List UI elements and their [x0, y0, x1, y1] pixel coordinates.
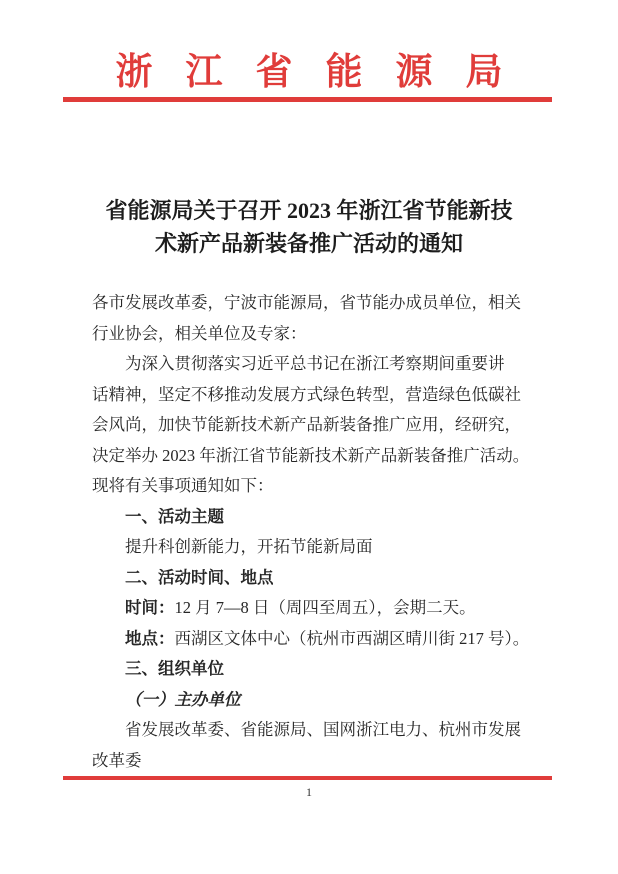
- section-heading-3: 三、组织单位: [125, 659, 224, 678]
- document-title-line2: 术新产品新装备推广活动的通知: [154, 231, 463, 256]
- body-line: 行业协会，相关单位及专家：: [92, 323, 307, 343]
- body-line: 决定举办 2023 年浙江省节能新技术新产品新装备推广活动。: [92, 445, 530, 465]
- body-line-time: 时间：12 月 7—8 日（周四至周五），会期二天。: [125, 598, 476, 617]
- body-line: 提升科创新能力，开拓节能新局面: [125, 537, 373, 556]
- subsection-heading: （一）主办单位: [125, 689, 241, 709]
- body-line: 省发展改革委、省能源局、国网浙江电力、杭州市发展: [125, 720, 521, 739]
- letterhead-divider-rule: [63, 97, 552, 102]
- body-line: 话精神，坚定不移推动发展方式绿色转型，营造绿色低碳社: [92, 384, 521, 404]
- page-number: 1: [306, 785, 312, 799]
- body-line: 为深入贯彻落实习近平总书记在浙江考察期间重要讲: [125, 354, 505, 373]
- document-title: [0, 194, 618, 260]
- letterhead-agency-name: 浙江省能源局: [115, 52, 536, 93]
- document-page: [0, 50, 618, 874]
- body-line: 各市发展改革委，宁波市能源局，省节能办成员单位，相关: [92, 293, 521, 312]
- body-line: 会风尚，加快节能新技术新产品新装备推广应用，经研究，: [92, 415, 521, 434]
- document-title-line1: 省能源局关于召开 2023 年浙江省节能新技: [105, 198, 513, 223]
- footer-divider-rule: [63, 776, 552, 780]
- section-heading-1: 一、活动主题: [125, 506, 224, 526]
- body-line: 现将有关事项通知如下：: [92, 476, 274, 495]
- section-heading-2: 二、活动时间、地点: [125, 567, 274, 587]
- body-line-place: 地点：西湖区文体中心（杭州市西湖区晴川街 217 号）。: [125, 628, 530, 648]
- body-line: 改革委: [92, 750, 142, 770]
- document-body: [92, 288, 533, 776]
